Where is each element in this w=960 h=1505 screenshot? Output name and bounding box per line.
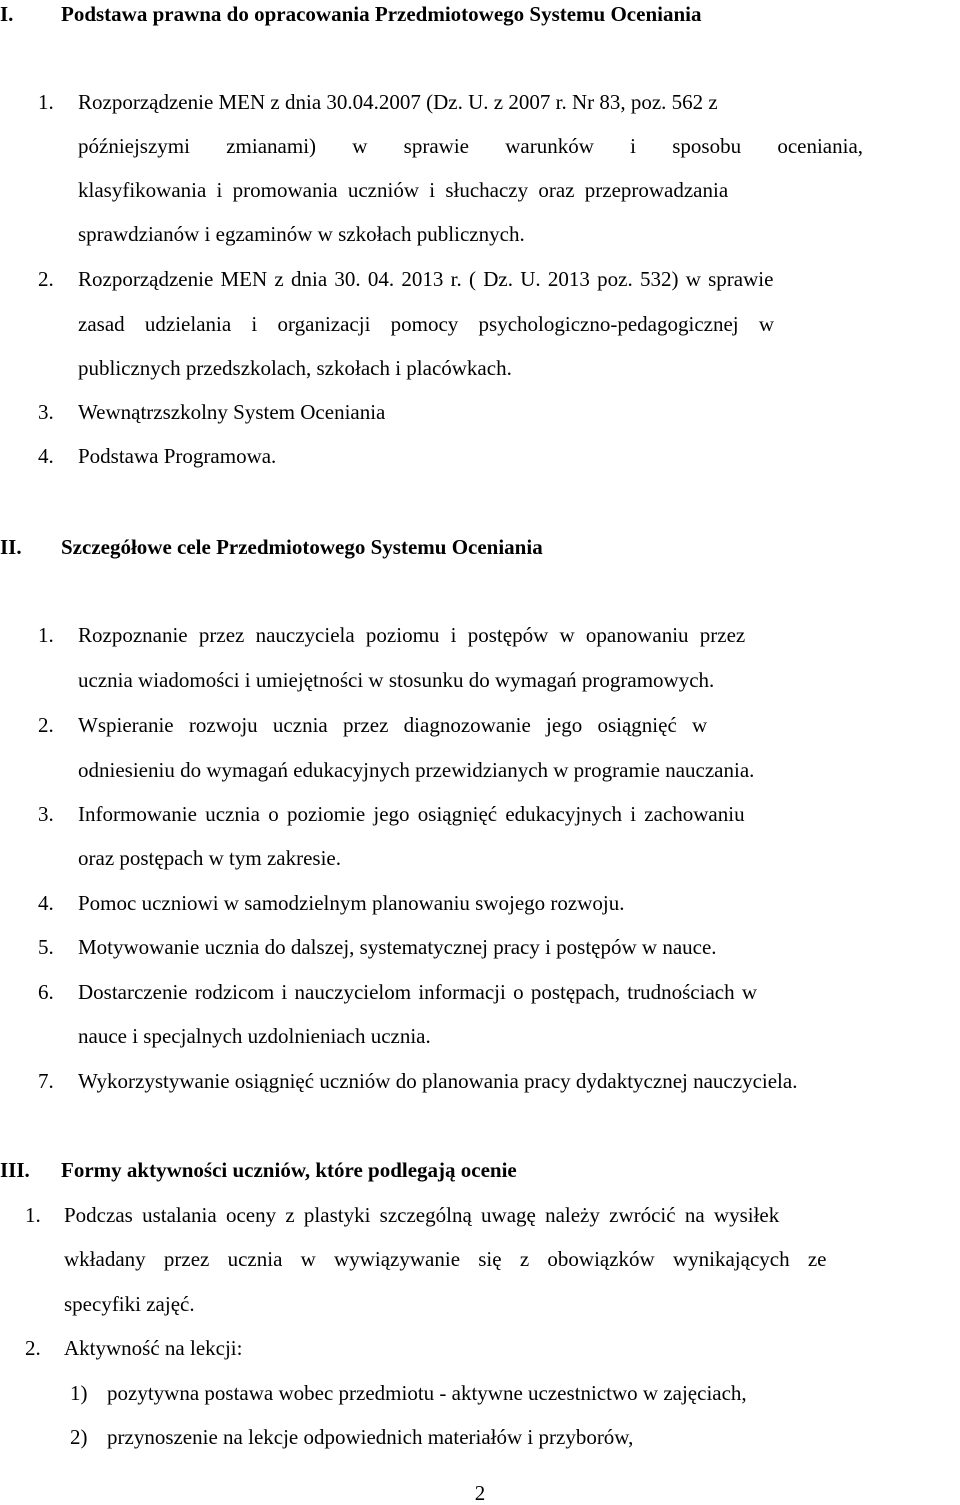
section-2-number: II. bbox=[0, 535, 22, 559]
list-item-number: 1. bbox=[38, 623, 54, 647]
subitem-number: 1) bbox=[70, 1381, 88, 1405]
list-item-line: odniesieniu do wymagań edukacyjnych przewidzianych w programie nauczania. bbox=[78, 758, 755, 782]
subitem-number: 2) bbox=[70, 1425, 88, 1449]
list-item-line: Pomoc uczniowi w samodzielnym planowaniu swojego rozwoju. bbox=[78, 891, 625, 915]
list-item-line: Wewnątrzszkolny System Oceniania bbox=[78, 400, 386, 424]
list-item-line bbox=[78, 713, 707, 737]
list-item-line bbox=[78, 312, 774, 336]
text-line: Rozpoznanie przez nauczyciela poziomu i postępów w opanowaniu przez bbox=[78, 623, 746, 647]
list-item-line bbox=[78, 980, 757, 1004]
section-1-number: I. bbox=[0, 2, 14, 26]
text-line: Dostarczenie rodzicom i nauczycielom informacji o postępach, trudnościach w bbox=[78, 980, 757, 1004]
text-line: wkładany przez ucznia w wywiązywanie się z obowiązków wynikających ze bbox=[64, 1247, 827, 1271]
list-item-line: ucznia wiadomości i umiejętności w stosunku do wymagań programowych. bbox=[78, 668, 715, 692]
subitem-text: pozytywna postawa wobec przedmiotu - aktywne uczestnictwo w zajęciach, bbox=[107, 1381, 747, 1405]
section-3-title: Formy aktywności uczniów, które podlegają ocenie bbox=[61, 1158, 517, 1182]
list-item-number: 1. bbox=[25, 1203, 41, 1227]
list-item-number: 3. bbox=[38, 802, 54, 826]
page-number: 2 bbox=[474, 1481, 486, 1505]
list-item-number: 5. bbox=[38, 935, 54, 959]
text-line: publicznych przedszkolach, szkołach i placówkach. bbox=[78, 356, 512, 380]
section-3-number: III. bbox=[0, 1158, 30, 1182]
list-item-line bbox=[64, 1203, 779, 1227]
text-line: Informowanie ucznia o poziomie jego osiągnięć edukacyjnych i zachowaniu bbox=[78, 802, 745, 826]
text-line: Podczas ustalania oceny z plastyki szczególną uwagę należy zwrócić na wysiłek bbox=[64, 1203, 780, 1227]
list-item-line bbox=[64, 1247, 826, 1271]
list-item-line bbox=[78, 178, 728, 202]
text-line: Rozporządzenie MEN z dnia 30. 04. 2013 r. ( Dz. U. 2013 poz. 532) w sprawie bbox=[78, 267, 774, 291]
list-item-line bbox=[78, 267, 773, 291]
list-item-line: Aktywność na lekcji: bbox=[64, 1336, 243, 1360]
list-item-line: nauce i specjalnych uzdolnieniach ucznia. bbox=[78, 1024, 431, 1048]
list-item-number: 1. bbox=[38, 90, 54, 114]
list-item-number: 4. bbox=[38, 444, 54, 468]
text-line: Wspieranie rozwoju ucznia przez diagnozowanie jego osiągnięć w bbox=[78, 713, 708, 737]
text-line: sprawdzianów i egzaminów w szkołach publicznych. bbox=[78, 222, 525, 246]
text-line: późniejszymi zmianami) w sprawie warunków i sposobu oceniania, bbox=[78, 134, 864, 158]
list-item-line: Podstawa Programowa. bbox=[78, 444, 277, 468]
section-2-title: Szczegółowe cele Przedmiotowego Systemu Oceniania bbox=[61, 535, 543, 559]
list-item-line bbox=[78, 802, 745, 826]
list-item-number: 7. bbox=[38, 1069, 54, 1093]
list-item-number: 2. bbox=[38, 713, 54, 737]
list-item-number: 2. bbox=[38, 267, 54, 291]
list-item-number: 2. bbox=[25, 1336, 41, 1360]
text-line: klasyfikowania i promowania uczniów i słuchaczy oraz przeprowadzania bbox=[78, 178, 729, 202]
section-1-title: Podstawa prawna do opracowania Przedmiotowego Systemu Oceniania bbox=[61, 2, 702, 26]
subitem-text: przynoszenie na lekcje odpowiednich materiałów i przyborów, bbox=[107, 1425, 634, 1449]
list-item-number: 4. bbox=[38, 891, 54, 915]
text-line: zasad udzielania i organizacji pomocy psychologiczno-pedagogicznej w bbox=[78, 312, 775, 336]
list-item-line: Wykorzystywanie osiągnięć uczniów do planowania pracy dydaktycznej nauczyciela. bbox=[78, 1069, 798, 1093]
list-item-number: 3. bbox=[38, 400, 54, 424]
list-item-line bbox=[78, 90, 948, 114]
list-item-line bbox=[78, 222, 525, 246]
list-item-number: 6. bbox=[38, 980, 54, 1004]
list-item-line bbox=[78, 134, 948, 158]
list-item-line bbox=[78, 356, 512, 380]
list-item-line: oraz postępach w tym zakresie. bbox=[78, 846, 341, 870]
text-line: Rozporządzenie MEN z dnia 30.04.2007 (Dz. U. z 2007 r. Nr 83, poz. 562 z bbox=[78, 90, 718, 114]
list-item-line: Motywowanie ucznia do dalszej, systematycznej pracy i postępów w nauce. bbox=[78, 935, 717, 959]
list-item-line: specyfiki zajęć. bbox=[64, 1292, 195, 1316]
list-item-line bbox=[78, 623, 745, 647]
